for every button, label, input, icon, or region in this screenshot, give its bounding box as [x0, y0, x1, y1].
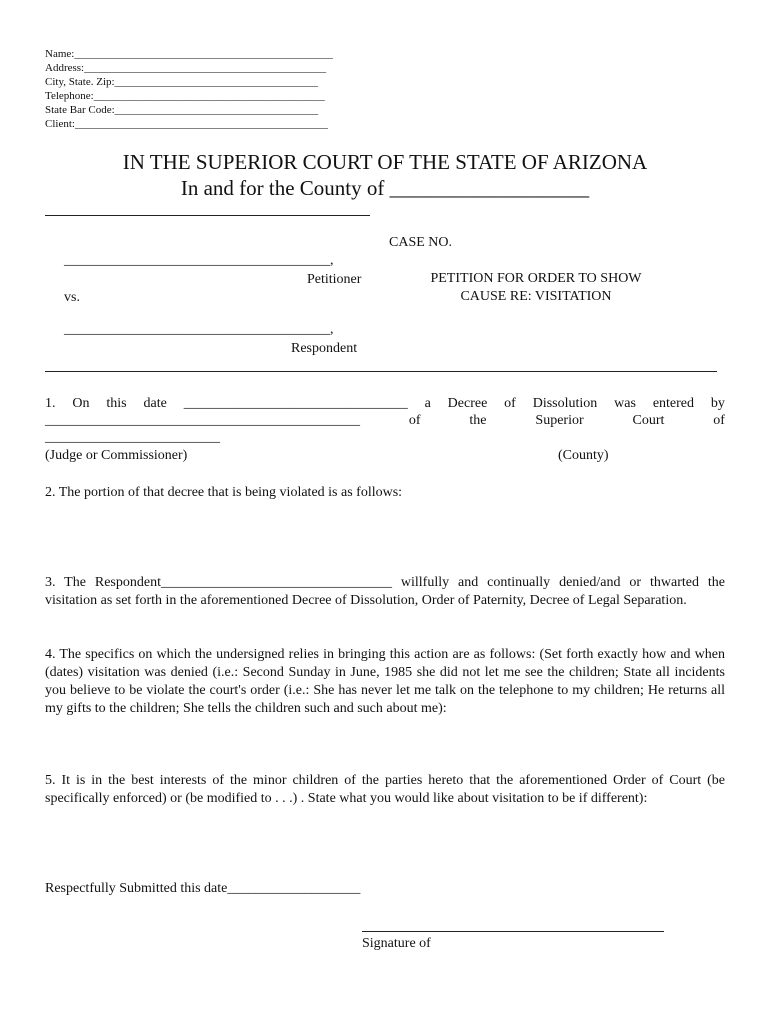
header-address-field: Address:____________________________________________: [45, 62, 327, 74]
p1-word: of: [713, 413, 725, 428]
signature-rule: [362, 931, 664, 932]
p1-word: of: [504, 396, 516, 411]
paragraph-3: 3. The Respondent_________________________________ willfully and continually denied/and or thwarted the visitation as set forth in the aforementioned Decree of Dissolution, Order of Paternity, Decree of Legal Separation.: [45, 575, 725, 608]
signature-label: Signature of: [362, 936, 431, 951]
p1-word: _____________________________________________: [45, 413, 360, 428]
p1-word: Dissolution: [532, 396, 598, 411]
p1-word: Court: [632, 413, 665, 428]
p1-word: of: [408, 413, 421, 428]
judge-or-commissioner-label: (Judge or Commissioner): [45, 448, 188, 463]
county-line: In and for the County of ___________________: [180, 176, 590, 200]
p1-word: Superior: [535, 413, 584, 428]
versus-label: vs.: [64, 290, 80, 305]
paragraph-5: 5. It is in the best interests of the minor children of the parties hereto that the aforementioned Order of Court (be specifically enforced) or (be modified to . . .) . State what you would like about visitation to be if different):: [45, 773, 725, 806]
header-telephone-field: Telephone:__________________________________________: [45, 90, 325, 102]
p1-word: 1.: [45, 396, 56, 411]
p1-word: On: [72, 396, 90, 411]
p1-word: the: [469, 413, 487, 428]
header-city-field: City, State. Zip:_____________________________________: [45, 76, 319, 88]
paragraph-1-line3: _________________________: [45, 430, 220, 445]
respondent-blank: ______________________________________,: [64, 322, 334, 337]
paragraph-1-line2: [45, 412, 725, 430]
paragraph-1-line1: [45, 395, 725, 413]
case-number-label: CASE NO.: [389, 235, 453, 250]
respondent-label: Respondent: [291, 341, 358, 356]
court-title: IN THE SUPERIOR COURT OF THE STATE OF ARIZONA: [122, 150, 648, 174]
header-client-field: Client:______________________________________________: [45, 118, 328, 130]
county-label: (County): [558, 448, 609, 463]
p1-word: ________________________________: [183, 396, 408, 411]
document-title-line2: CAUSE RE: VISITATION: [460, 289, 612, 304]
header-name-field: Name:_______________________________________________: [45, 48, 333, 60]
document-title-line1: PETITION FOR ORDER TO SHOW: [430, 271, 642, 286]
petitioner-blank: ______________________________________,: [64, 253, 334, 268]
p1-word: was: [614, 396, 636, 411]
petitioner-label: Petitioner: [307, 272, 362, 287]
p1-word: date: [143, 396, 167, 411]
p1-word: by: [710, 396, 725, 411]
p1-word: Decree: [447, 396, 488, 411]
p1-word: a: [424, 396, 431, 411]
caption-bottom-rule: [45, 371, 717, 372]
respectfully-submitted-line: Respectfully Submitted this date___________________: [45, 881, 361, 896]
p1-word: this: [106, 396, 127, 411]
p1-word: entered: [652, 396, 695, 411]
paragraph-4: 4. The specifics on which the undersigned relies in bringing this action are as follows: (Set forth exactly how and when (dates) visitation was denied (i.e.: Second Sunday in June, 1985 she did not let me see the children; State all incidents you believe to be violate the court's order (i.e.: She has never let me talk on the telephone to my children; He returns all my gifts to the children; She tells the children such and such about me):: [45, 647, 725, 716]
paragraph-2: 2. The portion of that decree that is being violated is as follows:: [45, 485, 403, 500]
header-bar-code-field: State Bar Code:_____________________________________: [45, 104, 319, 116]
caption-top-rule: [45, 215, 370, 216]
